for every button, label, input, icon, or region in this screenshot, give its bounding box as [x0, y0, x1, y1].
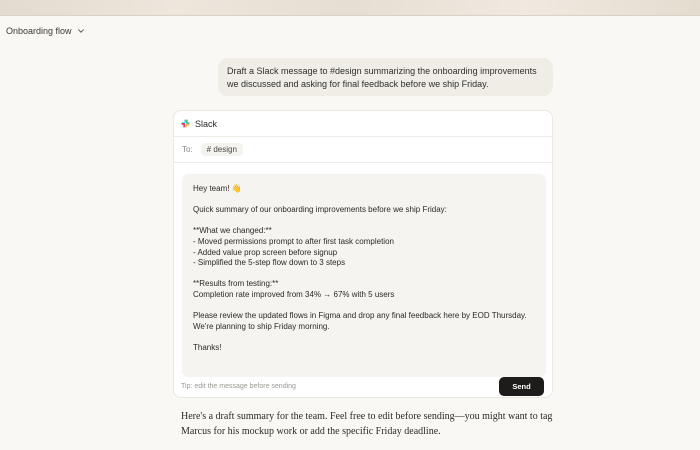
slack-app-name: Slack — [195, 118, 218, 129]
top-window-bar — [0, 0, 700, 16]
message-line — [193, 332, 535, 343]
message-line: - Moved permissions prompt to after first task completion — [193, 236, 394, 246]
slack-logo-icon — [181, 119, 190, 128]
message-line: We're planning to ship Friday morning. — [193, 321, 330, 331]
message-line: Quick summary of our onboarding improvements before we ship Friday: — [193, 205, 447, 215]
edit-tip: Tip: edit the message before sending — [181, 382, 296, 390]
slack-draft-card — [173, 110, 553, 398]
message-line — [193, 269, 535, 280]
message-line: Please review the updated flows in Figma and drop any final feedback here by EOD Thursday. — [193, 311, 527, 321]
chevron-down-icon — [77, 27, 85, 35]
conversation-title: Onboarding flow — [6, 26, 72, 36]
channel-chip[interactable]: # design — [201, 143, 243, 156]
conversation-title-dropdown[interactable] — [6, 26, 85, 36]
message-editor[interactable] — [182, 174, 546, 377]
message-line: Hey team! 👋 — [193, 184, 242, 193]
recipient-row — [174, 137, 552, 163]
message-line: - Added value prop screen before signup — [193, 247, 338, 257]
message-line — [193, 195, 535, 206]
user-message-bubble: Draft a Slack message to #design summarizing the onboarding improvements we discussed and asking for final feedback before we ship Friday. — [218, 58, 553, 96]
message-line — [193, 216, 535, 227]
slack-card-header — [174, 111, 552, 137]
to-label: To: — [182, 145, 193, 154]
assistant-reply: Here's a draft summary for the team. Feel free to edit before sending—you might want to tag Marcus for his mockup work or add the specific Friday deadline. — [181, 411, 553, 437]
card-footer — [181, 376, 544, 396]
message-line: Thanks! — [193, 342, 222, 352]
message-line: **What we changed:** — [193, 226, 272, 236]
message-line — [193, 301, 535, 312]
message-line: **Results from testing:** — [193, 279, 279, 289]
message-line: Completion rate improved from 34% → 67% with 5 users — [193, 289, 395, 299]
message-line: - Simplified the 5-step flow down to 3 steps — [193, 258, 346, 268]
send-button[interactable]: Send — [499, 377, 544, 396]
